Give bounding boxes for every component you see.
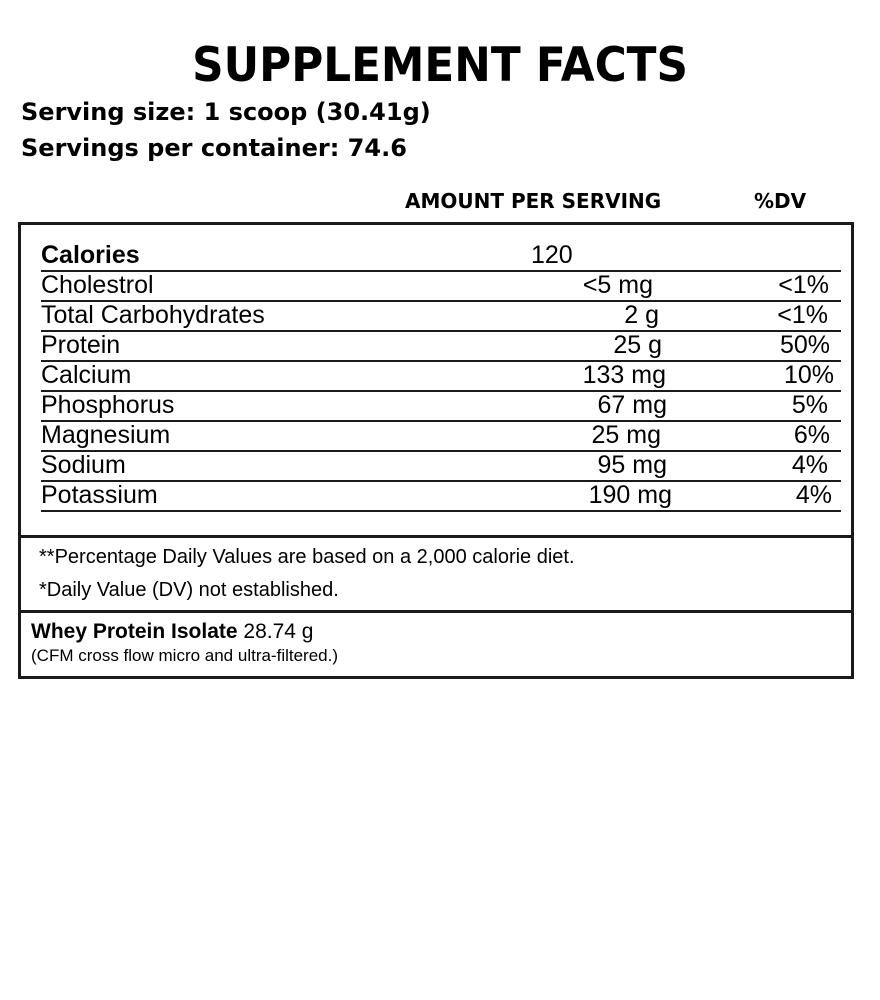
nutrient-name: Total Carbohydrates	[41, 301, 265, 329]
nutrient-name: Magnesium	[41, 421, 171, 449]
ingredient-name: Whey Protein Isolate	[31, 620, 238, 643]
amount-per-serving-header: AMOUNT PER SERVING	[405, 189, 662, 213]
daily-value-header: %DV	[754, 189, 807, 213]
nutrient-dv: <1%	[778, 271, 829, 299]
ingredient-description: (CFM cross flow micro and ultra-filtered.)	[31, 646, 339, 665]
footnote-percentage-dv: **Percentage Daily Values are based on a 2,000 calorie diet.	[39, 546, 575, 568]
nutrient-dv: 4%	[791, 451, 828, 479]
section-divider	[21, 535, 851, 538]
nutrient-name: Sodium	[41, 451, 126, 479]
nutrient-amount: 95 mg	[597, 451, 667, 479]
nutrient-dv: 5%	[791, 391, 828, 419]
nutrient-name: Calories	[41, 241, 140, 269]
nutrient-row-cholestrol	[41, 271, 841, 302]
nutrient-name: Phosphorus	[41, 391, 175, 419]
nutrient-dv: 4%	[795, 481, 832, 509]
footnote-dv-not-established: *Daily Value (DV) not established.	[39, 579, 339, 601]
nutrient-amount: <5 mg	[582, 271, 653, 299]
section-divider	[21, 610, 851, 613]
supplement-facts-table	[18, 222, 854, 679]
servings-per-container: Servings per container: 74.6	[21, 134, 407, 162]
nutrient-amount: 133 mg	[582, 361, 666, 389]
nutrient-amount: 25 g	[613, 331, 662, 359]
ingredient-amount: 28.74 g	[243, 620, 314, 643]
serving-size: Serving size: 1 scoop (30.41g)	[21, 98, 431, 126]
nutrient-amount: 120	[531, 241, 573, 269]
nutrient-row-calories	[41, 241, 841, 272]
nutrient-name: Protein	[41, 331, 121, 359]
nutrient-dv: 50%	[779, 331, 830, 359]
nutrient-row-sodium	[41, 451, 841, 482]
nutrient-dv: 6%	[793, 421, 830, 449]
nutrient-amount: 2 g	[624, 301, 659, 329]
nutrient-row-potassium	[41, 481, 841, 512]
nutrient-amount: 190 mg	[588, 481, 672, 509]
nutrient-row-total-carbohydrates	[41, 301, 841, 332]
nutrient-dv: 10%	[783, 361, 834, 389]
nutrient-amount: 67 mg	[597, 391, 667, 419]
nutrient-row-calcium	[41, 361, 841, 392]
nutrient-row-magnesium	[41, 421, 841, 452]
page-title: SUPPLEMENT FACTS	[192, 38, 688, 93]
nutrient-name: Calcium	[41, 361, 132, 389]
nutrient-amount: 25 mg	[591, 421, 661, 449]
ingredient-line	[31, 620, 313, 644]
nutrient-row-protein	[41, 331, 841, 362]
nutrient-name: Potassium	[41, 481, 158, 509]
nutrient-row-phosphorus	[41, 391, 841, 422]
nutrient-dv: <1%	[777, 301, 828, 329]
nutrient-name: Cholestrol	[41, 271, 154, 299]
